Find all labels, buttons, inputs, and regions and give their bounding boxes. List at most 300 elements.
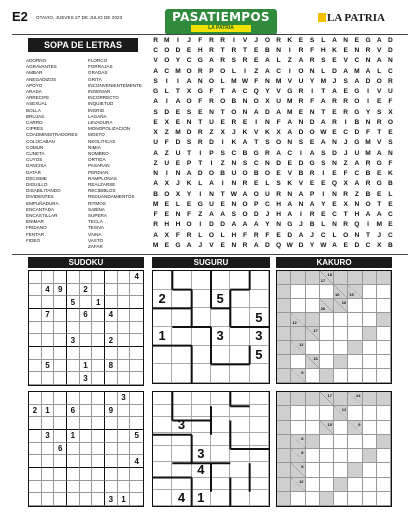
suguru-cell[interactable] — [230, 271, 249, 290]
suguru-cell[interactable] — [211, 446, 230, 462]
kakuro-cell[interactable] — [306, 449, 320, 463]
suguru-cell[interactable] — [172, 405, 191, 418]
sudoku-cell[interactable] — [42, 372, 55, 385]
suguru-cell[interactable] — [192, 346, 211, 365]
kakuro-cell[interactable] — [320, 313, 334, 327]
kakuro-cell[interactable] — [291, 299, 305, 313]
sudoku-cell[interactable] — [130, 443, 143, 456]
sudoku-cell[interactable] — [54, 493, 67, 506]
sudoku-cell[interactable] — [118, 309, 131, 322]
suguru-cell[interactable] — [153, 364, 172, 383]
sudoku-cell[interactable] — [105, 372, 118, 385]
sudoku-cell[interactable] — [105, 443, 118, 456]
sudoku-cell[interactable] — [92, 360, 105, 373]
suguru-cell[interactable] — [153, 490, 172, 506]
suguru-cell[interactable] — [153, 271, 172, 290]
sudoku-cell[interactable] — [80, 405, 93, 418]
suguru-cell[interactable] — [230, 364, 249, 383]
suguru-cell[interactable] — [172, 346, 191, 365]
suguru-cell[interactable]: 5 — [250, 308, 269, 327]
suguru-cell[interactable] — [250, 446, 269, 462]
sudoku-cell[interactable]: 8 — [105, 360, 118, 373]
kakuro-cell[interactable] — [348, 369, 362, 383]
sudoku-cell[interactable] — [105, 271, 118, 284]
suguru-cell[interactable] — [250, 405, 269, 418]
suguru-cell[interactable] — [192, 392, 211, 405]
sudoku-cell[interactable] — [92, 493, 105, 506]
kakuro-cell[interactable] — [348, 406, 362, 420]
sudoku-cell[interactable] — [67, 493, 80, 506]
sudoku-cell[interactable] — [67, 481, 80, 494]
sudoku-cell[interactable] — [130, 296, 143, 309]
sudoku-cell[interactable] — [130, 309, 143, 322]
suguru-cell[interactable] — [250, 271, 269, 290]
sudoku-cell[interactable] — [54, 405, 67, 418]
sudoku-cell[interactable]: 6 — [80, 309, 93, 322]
kakuro-cell[interactable] — [348, 435, 362, 449]
suguru-cell[interactable]: 1 — [153, 327, 172, 346]
sudoku-cell[interactable] — [80, 455, 93, 468]
kakuro-cell[interactable] — [320, 327, 334, 341]
suguru-cell[interactable] — [230, 417, 249, 433]
sudoku-cell[interactable] — [29, 417, 42, 430]
suguru-cell[interactable] — [230, 478, 249, 491]
sudoku-cell[interactable] — [42, 468, 55, 481]
sudoku-cell[interactable]: 4 — [130, 271, 143, 284]
sudoku-cell[interactable]: 3 — [42, 430, 55, 443]
kakuro-cell[interactable] — [320, 341, 334, 355]
suguru-cell[interactable] — [211, 433, 230, 446]
sudoku-cell[interactable] — [130, 392, 143, 405]
suguru-cell[interactable] — [211, 364, 230, 383]
sudoku-cell[interactable] — [80, 430, 93, 443]
sudoku-cell[interactable] — [54, 455, 67, 468]
suguru-cell[interactable] — [153, 433, 172, 446]
sudoku-cell[interactable] — [92, 430, 105, 443]
suguru-cell[interactable] — [192, 290, 211, 309]
sudoku-cell[interactable] — [92, 284, 105, 297]
kakuro-cell[interactable] — [306, 406, 320, 420]
suguru-cell[interactable] — [211, 346, 230, 365]
sudoku-cell[interactable] — [130, 360, 143, 373]
sudoku-cell[interactable] — [29, 322, 42, 335]
kakuro-cell[interactable] — [291, 492, 305, 506]
kakuro-cell[interactable] — [348, 355, 362, 369]
sudoku-cell[interactable]: 2 — [105, 334, 118, 347]
sudoku-cell[interactable] — [118, 322, 131, 335]
sudoku-cell[interactable] — [42, 296, 55, 309]
kakuro-cell[interactable] — [377, 355, 391, 369]
kakuro-cell[interactable] — [320, 435, 334, 449]
sudoku-cell[interactable] — [54, 481, 67, 494]
kakuro-cell[interactable] — [377, 327, 391, 341]
sudoku-cell[interactable] — [92, 468, 105, 481]
sudoku-cell[interactable]: 2 — [80, 284, 93, 297]
sudoku-cell[interactable] — [29, 493, 42, 506]
sudoku-cell[interactable]: 1 — [92, 296, 105, 309]
sudoku-cell[interactable] — [118, 417, 131, 430]
suguru-cell[interactable] — [153, 462, 172, 478]
sudoku-cell[interactable]: 9 — [54, 284, 67, 297]
sudoku-cell[interactable] — [130, 372, 143, 385]
sudoku-cell[interactable] — [105, 296, 118, 309]
sudoku-cell[interactable]: 1 — [118, 493, 131, 506]
sudoku-cell[interactable] — [42, 271, 55, 284]
sudoku-cell[interactable] — [118, 284, 131, 297]
kakuro-cell[interactable] — [306, 463, 320, 477]
kakuro-cell[interactable] — [377, 341, 391, 355]
sudoku-cell[interactable] — [80, 296, 93, 309]
sudoku-cell[interactable] — [118, 468, 131, 481]
kakuro-cell[interactable] — [348, 449, 362, 463]
sudoku-cell[interactable] — [54, 392, 67, 405]
kakuro-cell[interactable] — [320, 478, 334, 492]
sudoku-cell[interactable] — [67, 322, 80, 335]
suguru-cell[interactable]: 4 — [172, 490, 191, 506]
sudoku-cell[interactable] — [42, 493, 55, 506]
sudoku-cell[interactable] — [92, 322, 105, 335]
sudoku-cell[interactable] — [54, 360, 67, 373]
suguru-cell[interactable] — [211, 271, 230, 290]
suguru-cell[interactable] — [172, 478, 191, 491]
suguru-cell[interactable] — [172, 364, 191, 383]
sudoku-cell[interactable]: 9 — [105, 405, 118, 418]
sudoku-cell[interactable]: 1 — [67, 430, 80, 443]
sudoku-cell[interactable] — [42, 481, 55, 494]
sudoku-cell[interactable] — [42, 417, 55, 430]
suguru-cell[interactable] — [153, 392, 172, 405]
sudoku-cell[interactable] — [42, 455, 55, 468]
sudoku-cell[interactable]: 5 — [130, 430, 143, 443]
suguru-cell[interactable] — [211, 308, 230, 327]
suguru-cell[interactable] — [172, 446, 191, 462]
suguru-cell[interactable] — [153, 446, 172, 462]
sudoku-cell[interactable] — [54, 347, 67, 360]
kakuro-cell[interactable] — [334, 327, 348, 341]
suguru-cell[interactable] — [230, 490, 249, 506]
sudoku-cell[interactable] — [118, 334, 131, 347]
kakuro-cell[interactable] — [348, 492, 362, 506]
sudoku-cell[interactable] — [29, 481, 42, 494]
sudoku-cell[interactable] — [80, 417, 93, 430]
sudoku-cell[interactable] — [92, 347, 105, 360]
sudoku-cell[interactable] — [105, 455, 118, 468]
sudoku-cell[interactable]: 3 — [67, 334, 80, 347]
suguru-cell[interactable] — [172, 392, 191, 405]
kakuro-cell[interactable] — [291, 355, 305, 369]
kakuro-cell[interactable] — [363, 299, 377, 313]
kakuro-cell[interactable] — [334, 421, 348, 435]
sudoku-cell[interactable] — [54, 417, 67, 430]
suguru-cell[interactable] — [192, 271, 211, 290]
kakuro-cell[interactable] — [306, 285, 320, 299]
suguru-cell[interactable]: 4 — [192, 462, 211, 478]
suguru-cell[interactable] — [211, 478, 230, 491]
sudoku-cell[interactable] — [67, 309, 80, 322]
suguru-cell[interactable] — [250, 462, 269, 478]
sudoku-cell[interactable] — [80, 347, 93, 360]
suguru-cell[interactable] — [153, 308, 172, 327]
sudoku-cell[interactable] — [118, 443, 131, 456]
kakuro-cell[interactable] — [306, 421, 320, 435]
sudoku-cell[interactable] — [29, 284, 42, 297]
sudoku-cell[interactable] — [92, 405, 105, 418]
kakuro-cell[interactable] — [334, 341, 348, 355]
kakuro-cell[interactable] — [363, 463, 377, 477]
suguru-cell[interactable]: 3 — [250, 327, 269, 346]
suguru-cell[interactable] — [192, 308, 211, 327]
sudoku-cell[interactable] — [54, 334, 67, 347]
sudoku-cell[interactable] — [80, 468, 93, 481]
sudoku-cell[interactable] — [118, 481, 131, 494]
suguru-cell[interactable] — [230, 446, 249, 462]
suguru-cell[interactable] — [172, 290, 191, 309]
kakuro-cell[interactable] — [363, 355, 377, 369]
sudoku-cell[interactable] — [54, 430, 67, 443]
suguru-cell[interactable] — [192, 405, 211, 418]
suguru-cell[interactable] — [230, 462, 249, 478]
suguru-cell[interactable] — [192, 364, 211, 383]
kakuro-cell[interactable] — [306, 369, 320, 383]
kakuro-cell[interactable] — [363, 435, 377, 449]
kakuro-cell[interactable] — [320, 355, 334, 369]
suguru-cell[interactable] — [250, 290, 269, 309]
sudoku-cell[interactable]: 4 — [42, 284, 55, 297]
sudoku-cell[interactable]: 3 — [105, 493, 118, 506]
sudoku-cell[interactable] — [105, 392, 118, 405]
suguru-cell[interactable]: 3 — [192, 446, 211, 462]
sudoku-cell[interactable] — [105, 284, 118, 297]
sudoku-cell[interactable] — [42, 334, 55, 347]
sudoku-cell[interactable] — [130, 347, 143, 360]
kakuro-cell[interactable] — [377, 299, 391, 313]
suguru-cell[interactable] — [153, 405, 172, 418]
kakuro-cell[interactable] — [377, 492, 391, 506]
sudoku-cell[interactable]: 2 — [29, 405, 42, 418]
suguru-cell[interactable] — [230, 392, 249, 405]
sudoku-cell[interactable] — [92, 372, 105, 385]
kakuro-cell[interactable] — [377, 285, 391, 299]
kakuro-cell[interactable] — [363, 492, 377, 506]
kakuro-cell[interactable] — [306, 492, 320, 506]
kakuro-cell[interactable] — [377, 406, 391, 420]
kakuro-cell[interactable] — [320, 285, 334, 299]
sudoku-cell[interactable] — [80, 392, 93, 405]
sudoku-cell[interactable] — [105, 417, 118, 430]
sudoku-cell[interactable] — [67, 271, 80, 284]
sudoku-cell[interactable] — [29, 271, 42, 284]
sudoku-cell[interactable] — [54, 322, 67, 335]
sudoku-cell[interactable] — [130, 481, 143, 494]
sudoku-cell[interactable] — [118, 455, 131, 468]
kakuro-cell[interactable] — [334, 449, 348, 463]
kakuro-cell[interactable] — [348, 313, 362, 327]
suguru-cell[interactable] — [192, 433, 211, 446]
sudoku-cell[interactable] — [29, 360, 42, 373]
sudoku-cell[interactable] — [29, 430, 42, 443]
sudoku-cell[interactable] — [105, 347, 118, 360]
sudoku-cell[interactable] — [92, 443, 105, 456]
sudoku-cell[interactable] — [118, 372, 131, 385]
kakuro-cell[interactable] — [363, 406, 377, 420]
sudoku-cell[interactable]: 6 — [54, 443, 67, 456]
sudoku-cell[interactable] — [92, 309, 105, 322]
suguru-cell[interactable]: 3 — [211, 327, 230, 346]
sudoku-cell[interactable] — [130, 468, 143, 481]
suguru-cell[interactable] — [172, 308, 191, 327]
sudoku-cell[interactable]: 3 — [118, 392, 131, 405]
sudoku-cell[interactable] — [92, 455, 105, 468]
sudoku-cell[interactable] — [92, 481, 105, 494]
sudoku-cell[interactable] — [80, 322, 93, 335]
sudoku-cell[interactable] — [29, 296, 42, 309]
suguru-cell[interactable] — [192, 417, 211, 433]
sudoku-cell[interactable] — [130, 493, 143, 506]
kakuro-cell[interactable] — [291, 406, 305, 420]
sudoku-cell[interactable] — [67, 392, 80, 405]
sudoku-cell[interactable] — [67, 347, 80, 360]
kakuro-cell[interactable] — [334, 313, 348, 327]
sudoku-cell[interactable] — [80, 334, 93, 347]
suguru-cell[interactable] — [250, 364, 269, 383]
sudoku-cell[interactable] — [29, 347, 42, 360]
kakuro-cell[interactable] — [363, 369, 377, 383]
sudoku-cell[interactable] — [29, 372, 42, 385]
sudoku-cell[interactable] — [29, 309, 42, 322]
kakuro-cell[interactable] — [334, 463, 348, 477]
suguru-cell[interactable] — [211, 462, 230, 478]
sudoku-cell[interactable] — [54, 271, 67, 284]
suguru-cell[interactable] — [153, 417, 172, 433]
sudoku-cell[interactable] — [67, 417, 80, 430]
kakuro-cell[interactable] — [334, 435, 348, 449]
suguru-cell[interactable] — [172, 462, 191, 478]
kakuro-cell[interactable] — [334, 369, 348, 383]
kakuro-cell[interactable] — [291, 421, 305, 435]
sudoku-cell[interactable] — [105, 322, 118, 335]
suguru-cell[interactable] — [172, 327, 191, 346]
sudoku-cell[interactable]: 5 — [42, 360, 55, 373]
sudoku-cell[interactable] — [29, 443, 42, 456]
suguru-cell[interactable] — [250, 392, 269, 405]
sudoku-cell[interactable] — [42, 392, 55, 405]
suguru-cell[interactable] — [230, 327, 249, 346]
kakuro-cell[interactable] — [377, 421, 391, 435]
suguru-cell[interactable] — [230, 346, 249, 365]
suguru-cell[interactable] — [230, 290, 249, 309]
sudoku-cell[interactable] — [80, 493, 93, 506]
suguru-cell[interactable] — [250, 417, 269, 433]
kakuro-cell[interactable] — [306, 299, 320, 313]
sudoku-cell[interactable] — [105, 430, 118, 443]
sudoku-cell[interactable] — [29, 468, 42, 481]
suguru-cell[interactable] — [250, 490, 269, 506]
sudoku-cell[interactable] — [54, 296, 67, 309]
sudoku-cell[interactable] — [80, 443, 93, 456]
suguru-cell[interactable] — [230, 405, 249, 418]
kakuro-cell[interactable] — [377, 369, 391, 383]
sudoku-cell[interactable] — [67, 443, 80, 456]
sudoku-cell[interactable] — [92, 271, 105, 284]
suguru-cell[interactable]: 3 — [172, 417, 191, 433]
suguru-cell[interactable] — [172, 271, 191, 290]
sudoku-cell[interactable] — [67, 360, 80, 373]
kakuro-cell[interactable] — [363, 421, 377, 435]
kakuro-cell[interactable] — [320, 406, 334, 420]
suguru-cell[interactable] — [230, 308, 249, 327]
sudoku-cell[interactable]: 3 — [80, 372, 93, 385]
sudoku-cell[interactable]: 4 — [105, 309, 118, 322]
suguru-cell[interactable] — [211, 490, 230, 506]
sudoku-cell[interactable] — [92, 334, 105, 347]
sudoku-cell[interactable]: 7 — [42, 309, 55, 322]
sudoku-cell[interactable] — [42, 443, 55, 456]
kakuro-cell[interactable] — [348, 478, 362, 492]
sudoku-cell[interactable] — [67, 372, 80, 385]
sudoku-cell[interactable] — [118, 271, 131, 284]
sudoku-cell[interactable] — [80, 481, 93, 494]
kakuro-cell[interactable] — [348, 327, 362, 341]
sudoku-cell[interactable]: 5 — [67, 296, 80, 309]
sudoku-cell[interactable] — [130, 405, 143, 418]
suguru-cell[interactable]: 5 — [250, 346, 269, 365]
suguru-cell[interactable] — [250, 433, 269, 446]
sudoku-cell[interactable] — [67, 468, 80, 481]
kakuro-cell[interactable] — [363, 341, 377, 355]
sudoku-cell[interactable] — [92, 392, 105, 405]
suguru-cell[interactable] — [211, 417, 230, 433]
kakuro-cell[interactable] — [377, 463, 391, 477]
sudoku-cell[interactable] — [54, 309, 67, 322]
suguru-cell[interactable] — [211, 405, 230, 418]
suguru-cell[interactable]: 1 — [192, 490, 211, 506]
sudoku-cell[interactable]: 1 — [80, 360, 93, 373]
kakuro-cell[interactable] — [363, 478, 377, 492]
kakuro-cell[interactable] — [306, 341, 320, 355]
sudoku-cell[interactable] — [118, 296, 131, 309]
sudoku-cell[interactable] — [29, 455, 42, 468]
sudoku-cell[interactable] — [80, 271, 93, 284]
suguru-cell[interactable] — [230, 433, 249, 446]
sudoku-cell[interactable] — [29, 392, 42, 405]
sudoku-cell[interactable] — [67, 455, 80, 468]
suguru-cell[interactable]: 2 — [153, 290, 172, 309]
sudoku-cell[interactable] — [118, 405, 131, 418]
kakuro-cell[interactable] — [334, 492, 348, 506]
sudoku-cell[interactable] — [67, 284, 80, 297]
kakuro-cell[interactable] — [377, 478, 391, 492]
kakuro-cell[interactable] — [306, 478, 320, 492]
kakuro-cell[interactable] — [377, 449, 391, 463]
sudoku-cell[interactable] — [130, 417, 143, 430]
suguru-cell[interactable]: 5 — [211, 290, 230, 309]
suguru-cell[interactable] — [192, 478, 211, 491]
kakuro-cell[interactable] — [363, 285, 377, 299]
sudoku-cell[interactable] — [130, 334, 143, 347]
kakuro-cell[interactable] — [348, 299, 362, 313]
suguru-cell[interactable] — [211, 392, 230, 405]
sudoku-cell[interactable] — [29, 334, 42, 347]
sudoku-cell[interactable] — [105, 481, 118, 494]
sudoku-cell[interactable] — [105, 468, 118, 481]
kakuro-cell[interactable] — [320, 449, 334, 463]
sudoku-cell[interactable]: 4 — [130, 455, 143, 468]
suguru-cell[interactable] — [192, 327, 211, 346]
suguru-cell[interactable] — [153, 478, 172, 491]
suguru-cell[interactable] — [153, 346, 172, 365]
sudoku-cell[interactable]: 6 — [67, 405, 80, 418]
sudoku-cell[interactable] — [130, 322, 143, 335]
